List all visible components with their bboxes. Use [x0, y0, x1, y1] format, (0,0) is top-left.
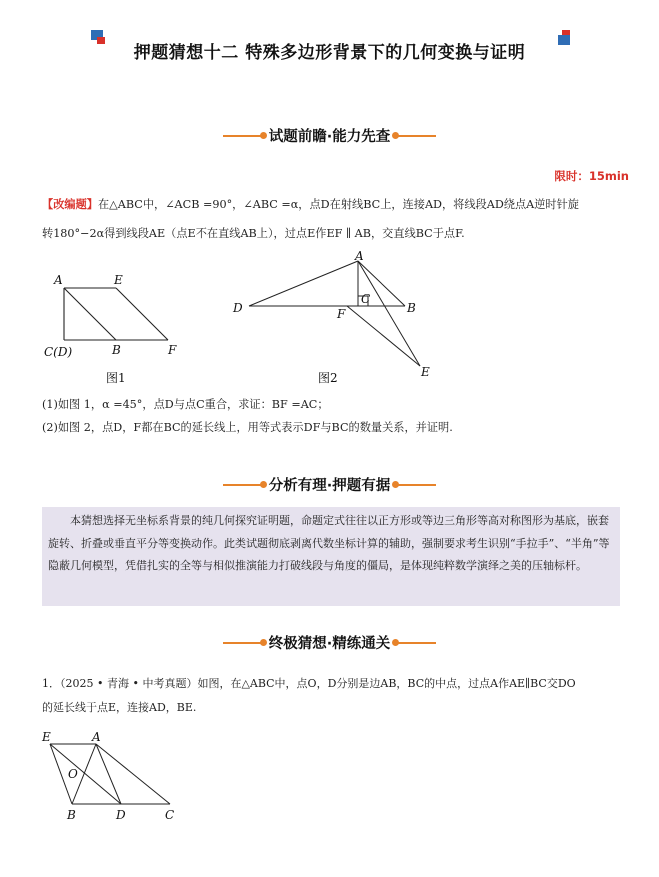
ex1-label-d: D	[116, 808, 126, 822]
figure-1	[40, 268, 200, 388]
page-title: 押题猜想十二 特殊多边形背景下的几何变换与证明	[133, 43, 526, 63]
time-limit: 限时：15min	[554, 169, 629, 183]
fig1-label-f: F	[168, 343, 177, 357]
problem-text: 在△ABC中，∠ACB =90°，∠ABC =α，点D在射线BC上，连接AD，将线段AD绕点A逆时针旋	[97, 198, 579, 211]
exercise-1-figure	[38, 728, 188, 828]
ex1-label-o: O	[68, 767, 78, 781]
ex1-label-a: A	[92, 730, 101, 744]
exercise-1-line-1: 1．（2025 • 青海 • 中考真题）如图，在△ABC中，点O，D分别是边AB，BC的中点，过点A作AE∥BC交DO	[42, 677, 576, 690]
title-deco-right	[558, 30, 570, 45]
ex1-label-c: C	[165, 808, 175, 822]
analysis-text: 本猜想选择无坐标系背景的纯几何探究证明题，命题定式往往以正方形或等边三角形等高对称图形为基底，嵌套旋转、折叠或垂直平分等变换动作。此类试题彻底剥离代数坐标计算的辅助，强制要求考生识别“手拉手”、“半角”等隐蔽几何模型，凭借扎实的全等与相似推演能力打破线段与角度的僵局，是体现纯粹数学演绎之美的压轴标杆。	[48, 514, 610, 572]
section-heading-analysis	[0, 474, 659, 495]
question-1: (1)如图 1，α =45°，点D与点C重合，求证：BF =AC；	[42, 398, 329, 411]
fig1-label-cd: C(D)	[44, 345, 73, 359]
question-2: (2)如图 2，点D，F都在BC的延长线上，用等式表示DF与BC的数量关系，并证明.	[42, 421, 453, 434]
ex1-label-b: B	[67, 808, 76, 822]
fig1-caption: 图1	[106, 371, 126, 385]
fig2-label-d: D	[233, 301, 243, 315]
problem-line-1	[42, 195, 632, 214]
fig1-label-a: A	[54, 273, 63, 287]
fig1-label-e: E	[114, 273, 123, 287]
section-title: 分析有理·押题有据	[268, 478, 391, 494]
fig2-label-f: F	[337, 307, 346, 321]
exercise-1-line-2: 的延长线于点E，连接AD，BE.	[42, 701, 197, 714]
section-heading-preview	[0, 125, 659, 146]
section-title: 终极猜想·精练通关	[268, 636, 391, 652]
problem-tag: 【改编题】	[42, 197, 98, 211]
problem-line-2: 转180°−2α得到线段AE（点E不在直线AB上），过点E作EF ∥ AB，交直线BC于点F.	[42, 227, 465, 240]
ex1-label-e: E	[42, 730, 51, 744]
fig1-label-b: B	[112, 343, 121, 357]
figure-2	[225, 248, 445, 388]
section-heading-practice	[0, 632, 659, 653]
fig2-label-c: C	[361, 292, 371, 306]
fig2-label-a: A	[355, 249, 364, 263]
fig2-label-e: E	[421, 365, 430, 379]
fig2-label-b: B	[407, 301, 416, 315]
fig2-caption: 图2	[318, 371, 338, 385]
section-title: 试题前瞻·能力先查	[268, 129, 391, 145]
